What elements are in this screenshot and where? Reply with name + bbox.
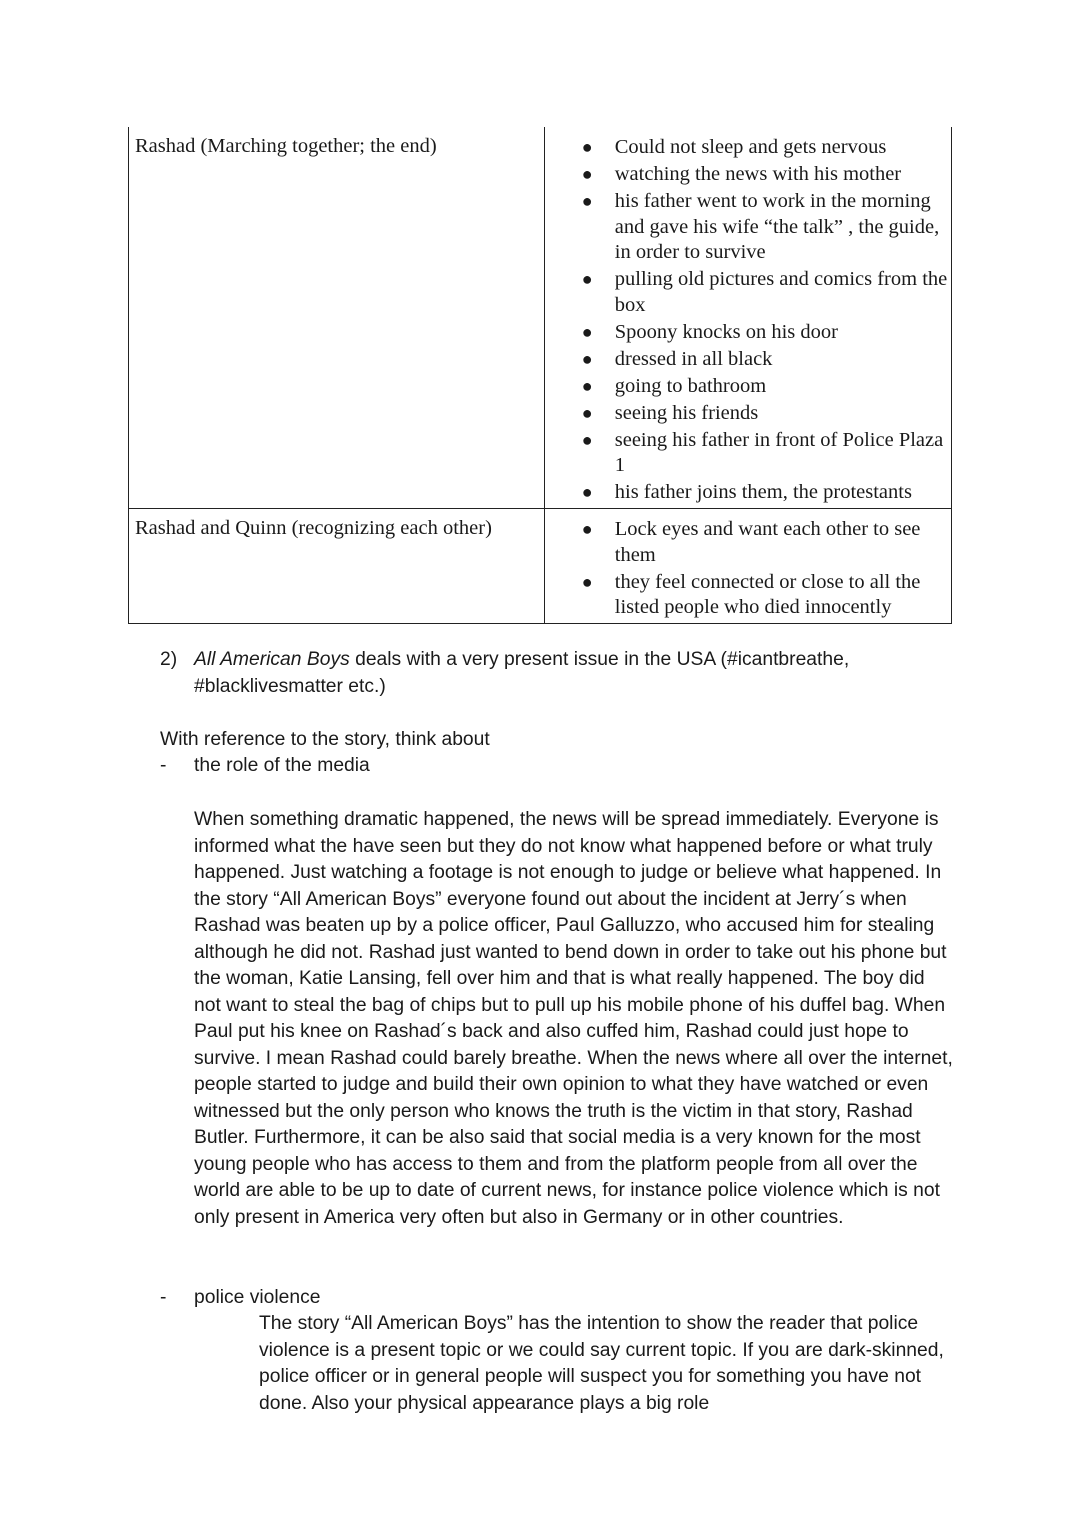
list-item: ● Could not sleep and gets nervous: [545, 135, 949, 161]
item-label: the role of the media: [194, 755, 370, 776]
list-item: ● dressed in all black: [545, 347, 949, 373]
dash-marker: -: [160, 1287, 167, 1308]
list-item: ● seeing his friends: [545, 401, 949, 427]
bullet-icon: ●: [581, 321, 593, 342]
bullet-icon: ●: [581, 571, 593, 592]
question-rest: deals with a very present issue in the USA (#icantbreathe, #blacklivesmatter etc.): [194, 649, 850, 697]
bullet-list: [545, 517, 949, 621]
book-title: All American Boys: [194, 649, 350, 670]
list-item: ● pulling old pictures and comics from the box: [581, 268, 948, 316]
bullet-icon: ●: [581, 429, 593, 450]
bullet-icon: ●: [581, 269, 593, 289]
character-table: [128, 127, 952, 624]
table-row: [129, 509, 952, 624]
row-label: Rashad (Marching together; the end): [129, 127, 545, 509]
list-item: ● his father went to work in the morning and gave his wife “the talk” , the guide, in order to survive: [581, 190, 940, 263]
list-item: ● Spoony knocks on his door: [545, 320, 949, 346]
question-text: [194, 647, 900, 700]
bullet-list: [545, 135, 949, 506]
list-item: ● his father joins them, the protestants: [545, 480, 949, 506]
bullet-icon: ●: [581, 482, 593, 502]
row-notes: [544, 509, 951, 624]
media-paragraph: When something dramatic happened, the news will be spread immediately. Everyone is informed what the have seen but they do not know what happened before or what truly happened. Just watching a footage is not enough to judge or believe what happened. In the story “All American Boys” everyone found out about the incident at Jerry´s when Rashad was beaten up by a police officer, Paul Galluzzo, who accused him for stealing although he did not. Rashad just wanted to bend down in order to take out his phone but the woman, Katie Lansing, fell over him and that is what really happened. The boy did not want to steal the bag of chips but to pull up his mobile phone of his duffel bag. When Paul put his knee on Rashad´s back and also cuffed him, Rashad could just hope to survive. I mean Rashad could barely breathe. When the news where all over the internet, people started to judge and build their own opinion to what they have watched or even witnessed but the only person who knows the truth is the victim in that story, Rashad Butler. Furthermore, it can be also said that social media is a very known for the most young people who has access to them and from the platform people from all over the world are able to be up to date of current news, for instance police violence which is not only present in America very often but also in Germany or in other countries.: [194, 809, 953, 1228]
list-item: ● watching the news with his mother: [545, 162, 949, 188]
item-label: police violence: [194, 1287, 321, 1308]
question-2: [160, 647, 900, 700]
list-item: ● they feel connected or close to all the listed people who died innocently: [581, 570, 921, 618]
list-item: ● going to bathroom: [545, 374, 949, 400]
bullet-icon: ●: [581, 137, 593, 157]
dash-marker: -: [160, 755, 167, 776]
bullet-icon: ●: [581, 164, 593, 184]
bullet-icon: ●: [581, 191, 593, 211]
item-police-heading: [160, 1285, 760, 1312]
table-row: [129, 127, 952, 509]
row-notes: [544, 127, 951, 509]
bullet-icon: ●: [581, 519, 593, 539]
police-paragraph: The story “All American Boys” has the intention to show the reader that police violence is a present topic or we could say current topic. If you are dark-skinned, police officer or in general people will suspect you for something you have not done. Also your physical appearance plays a big role: [259, 1313, 944, 1414]
list-item: ● seeing his father in front of Police Plaza 1: [581, 428, 944, 476]
bullet-icon: ●: [581, 348, 593, 369]
list-item: ● Lock eyes and want each other to see them: [581, 518, 921, 566]
bullet-icon: ●: [581, 375, 593, 396]
bullet-icon: ●: [581, 402, 593, 423]
row-label: Rashad and Quinn (recognizing each other): [129, 509, 545, 624]
item-media-heading: [160, 753, 760, 780]
intro-text: With reference to the story, think about: [160, 729, 490, 750]
question-number: 2): [160, 649, 178, 670]
